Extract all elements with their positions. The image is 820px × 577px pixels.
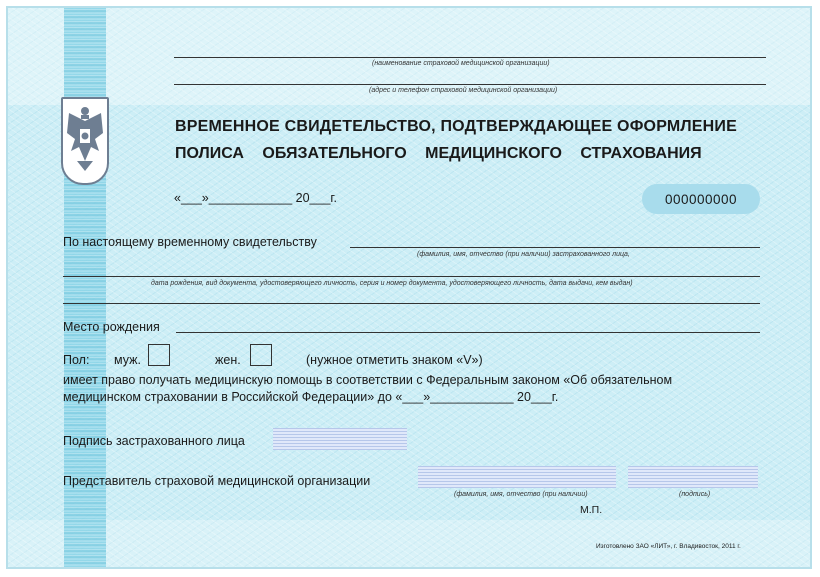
stamp-place: М.П. (580, 504, 603, 516)
right-text-line-1: имеет право получать медицинскую помощь в соответствии с Федеральным законом «Об обязательном (63, 373, 673, 387)
female-checkbox[interactable] (250, 344, 272, 366)
representative-signature-caption: (подпись) (679, 491, 711, 498)
male-label: муж. (114, 353, 141, 367)
certificate-form (6, 6, 812, 569)
emblem-icon (61, 97, 109, 185)
insured-signature-field[interactable] (273, 428, 407, 450)
representative-label: Представитель страховой медицинской организации (63, 474, 371, 488)
document-line[interactable] (63, 276, 760, 277)
birth-place-label: Место рождения (63, 320, 160, 334)
by-certificate-label: По настоящему временному свидетельству (63, 235, 317, 249)
mark-hint: (нужное отметить знаком «V») (306, 353, 483, 367)
org-address-caption: (адрес и телефон страховой медицинской организации) (369, 87, 558, 94)
org-address-line[interactable] (174, 84, 766, 85)
org-name-line[interactable] (174, 57, 766, 58)
title-line-1: ВРЕМЕННОЕ СВИДЕТЕЛЬСТВО, ПОДТВЕРЖДАЮЩЕЕ ОФОРМЛЕНИЕ (175, 118, 738, 135)
fio-caption: (фамилия, имя, отчество (при наличии) застрахованного лица, (417, 251, 630, 258)
certificate-number: 000000000 (642, 184, 760, 214)
male-checkbox[interactable] (148, 344, 170, 366)
representative-signature-field[interactable] (628, 466, 758, 488)
sex-label: Пол: (63, 353, 90, 367)
birth-place-line[interactable] (176, 332, 760, 333)
document-caption: дата рождения, вид документа, удостоверяющего личность, серия и номер документа, удостоверяющего личность, дата выдачи, кем выдан) (151, 280, 633, 287)
representative-fio-caption: (фамилия, имя, отчество (при наличии) (454, 491, 588, 498)
representative-fio-field[interactable] (418, 466, 616, 488)
fio-line[interactable] (350, 247, 760, 248)
org-name-caption: (наименование страховой медицинской организации) (372, 60, 550, 67)
female-label: жен. (215, 353, 241, 367)
imprint: Изготовлено ЗАО «ЛИТ», г. Владивосток, 2011 г. (596, 543, 741, 550)
issue-date[interactable]: «___»____________ 20___г. (174, 191, 337, 205)
title-line-2: ПОЛИСА ОБЯЗАТЕЛЬНОГО МЕДИЦИНСКОГО СТРАХОВАНИЯ (175, 145, 702, 162)
document-line-2[interactable] (63, 303, 760, 304)
insured-signature-label: Подпись застрахованного лица (63, 434, 245, 448)
right-text-line-2: медицинском страховании в Российской Федерации» до «___»____________ 20___г. (63, 390, 559, 404)
